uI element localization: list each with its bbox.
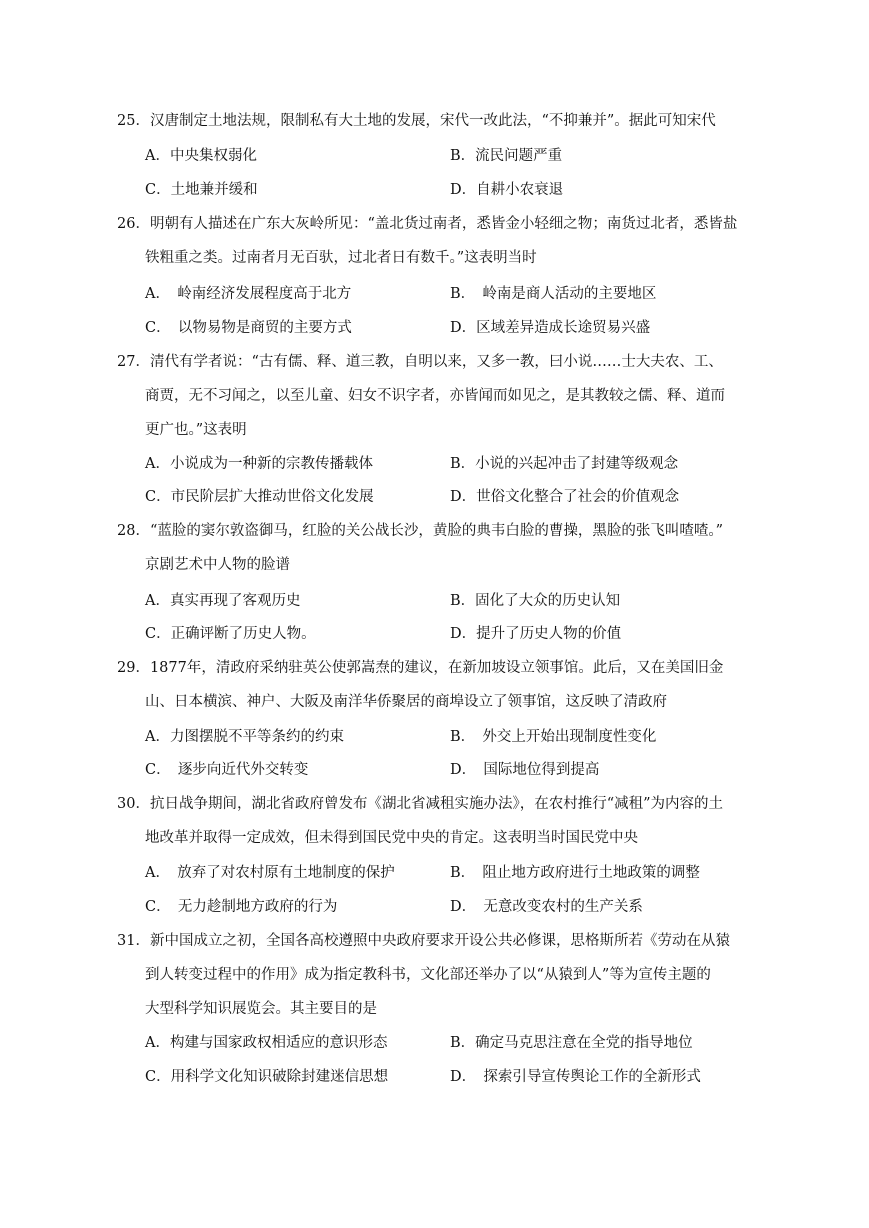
question-stem-line: 26．明朝有人描述在广东大灰岭所见：“盖北货过南者，悉皆金小轻细之物；南货过北者，悉皆盐 <box>117 216 738 232</box>
option-row <box>145 753 765 787</box>
option-a: A．力图摆脱不平等条约的约束 <box>145 729 344 745</box>
option-c: C． 无力趁制地方政府的行为 <box>145 899 338 915</box>
option-c: C．市民阶层扩大推动世俗文化发展 <box>145 489 374 505</box>
question-stem-line: 29．1877年，清政府采纳驻英公使郭嵩焘的建议，在新加坡设立领事馆。此后，又在美国旧金 <box>117 660 724 676</box>
option-c: C． 逐步向近代外交转变 <box>145 762 309 778</box>
option-row <box>145 617 765 651</box>
option-d: D． 探索引导宣传舆论工作的全新形式 <box>450 1069 701 1085</box>
option-row <box>145 584 765 618</box>
question-27 <box>117 345 767 447</box>
question-stem-line: 28．“蓝脸的窦尔敦盗御马，红脸的关公战长沙，黄脸的典韦白脸的曹操，黑脸的张飞叫喳喳。” <box>117 523 724 539</box>
option-a: A．中央集权弱化 <box>145 148 257 164</box>
option-b: B．固化了大众的历史认知 <box>450 593 621 609</box>
option-b: B．流民问题严重 <box>450 148 563 164</box>
question-stem-line: 到人转变过程中的作用》成为指定教科书，文化部还举办了以“从猿到人”等为宣传主题的 <box>145 967 711 983</box>
question-stem-line: 31．新中国成立之初，全国各高校遵照中央政府要求开设公共必修课，思格斯所若《劳动在从猿 <box>117 933 730 949</box>
question-26 <box>117 207 767 275</box>
option-a: A．真实再现了客观历史 <box>145 593 301 609</box>
question-28 <box>117 514 767 582</box>
option-b: B．小说的兴起冲击了封建等级观念 <box>450 456 679 472</box>
question-stem-line: 30．抗日战争期间，湖北省政府曾发布《湖北省减租实施办法》，在农村推行“减租”为内容的土 <box>117 796 724 812</box>
option-c: C．正确评断了历史人物。 <box>145 626 316 642</box>
question-25 <box>117 104 767 138</box>
option-a: A．小说成为一种新的宗教传播载体 <box>145 456 373 472</box>
question-stem-line: 铁粗重之类。过南者月无百驮，过北者日有数千。”这表明当时 <box>145 250 537 266</box>
question-stem-line: 27．清代有学者说：“古有儒、释、道三教，自明以来，又多一教，曰小说……士大夫农、工、 <box>117 354 723 370</box>
option-b: B． 阻止地方政府进行土地政策的调整 <box>450 865 700 881</box>
option-c: C．土地兼并缓和 <box>145 182 258 198</box>
question-31 <box>117 924 767 1026</box>
option-b: B． 外交上开始出现制度性变化 <box>450 729 657 745</box>
option-a: A． 放弃了对农村原有土地制度的保护 <box>145 865 395 881</box>
option-row <box>145 480 765 514</box>
option-a: A． 岭南经济发展程度高于北方 <box>145 286 352 302</box>
option-row <box>145 173 765 207</box>
option-row <box>145 1060 765 1094</box>
option-d: D．提升了历史人物的价值 <box>450 626 622 642</box>
question-29 <box>117 651 767 719</box>
option-row <box>145 277 765 311</box>
question-stem-line: 大型科学知识展览会。其主要目的是 <box>145 1001 377 1017</box>
option-row <box>145 856 765 890</box>
option-c: C． 以物易物是商贸的主要方式 <box>145 320 352 336</box>
option-b: B．确定马克思注意在全党的指导地位 <box>450 1035 693 1051</box>
option-d: D． 无意改变农村的生产关系 <box>450 899 643 915</box>
question-stem-line: 25．汉唐制定土地法规，限制私有大土地的发展，宋代一改此法，“不抑兼并”。据此可知宋代 <box>117 113 716 129</box>
option-row <box>145 139 765 173</box>
option-row <box>145 720 765 754</box>
question-30 <box>117 787 767 855</box>
option-row <box>145 447 765 481</box>
option-d: D．世俗文化整合了社会的价值观念 <box>450 489 680 505</box>
question-stem-line: 地改革并取得一定成效，但未得到国民党中央的肯定。这表明当时国民党中央 <box>145 830 638 846</box>
question-stem-line: 京剧艺术中人物的脸谱 <box>145 557 290 573</box>
question-stem-line: 山、日本横滨、神户、大阪及南洋华侨聚居的商埠设立了领事馆，这反映了清政府 <box>145 694 667 710</box>
question-stem-line: 更广也。”这表明 <box>145 422 247 438</box>
option-d: D．区域差异造成长途贸易兴盛 <box>450 320 651 336</box>
option-d: D．自耕小农衰退 <box>450 182 564 198</box>
option-row <box>145 890 765 924</box>
option-b: B． 岭南是商人活动的主要地区 <box>450 286 657 302</box>
question-stem-line: 商贾，无不习闻之，以至儿童、妇女不识字者，亦皆闻而如见之，是其教较之儒、释、道而 <box>145 388 725 404</box>
option-row <box>145 311 765 345</box>
option-c: C．用科学文化知识破除封建迷信思想 <box>145 1069 389 1085</box>
option-d: D． 国际地位得到提高 <box>450 762 600 778</box>
option-row <box>145 1026 765 1060</box>
option-a: A．构建与国家政权相适应的意识形态 <box>145 1035 388 1051</box>
